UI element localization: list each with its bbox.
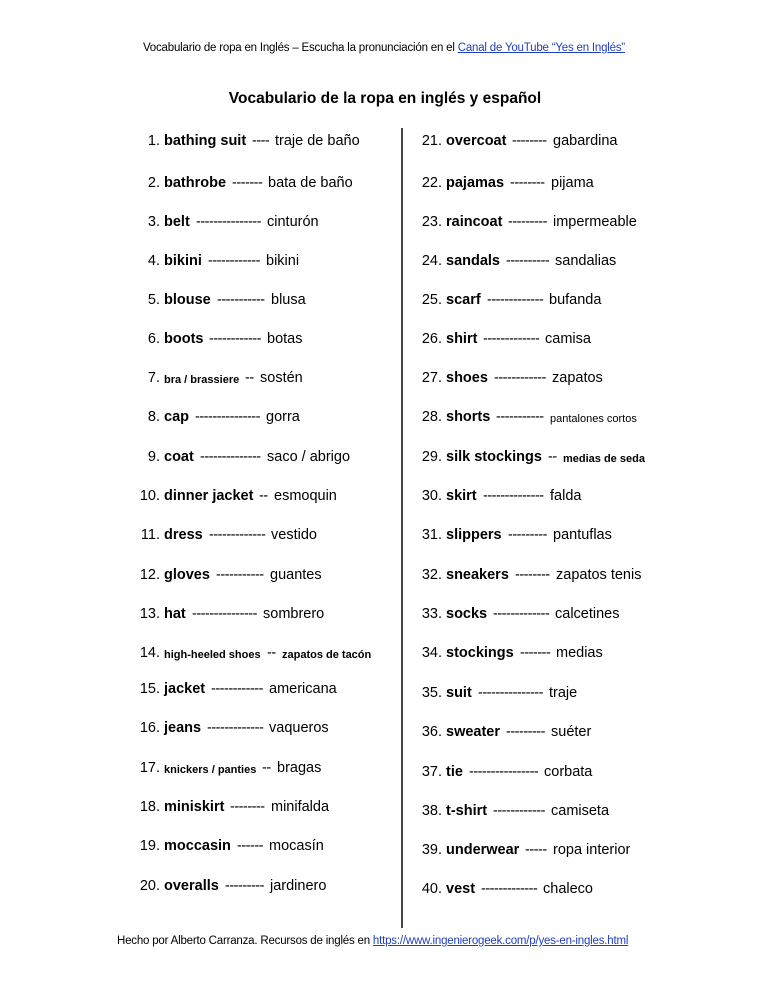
english-word: dress [164, 527, 203, 543]
english-word: bathing suit [164, 133, 247, 149]
item-number: 4. [147, 253, 160, 269]
spanish-translation: calcetines [555, 606, 620, 622]
separator-dashes: ----------- [216, 567, 264, 583]
item-number: 6. [147, 331, 160, 347]
item-number: 21. [421, 133, 442, 149]
english-word: tie [446, 764, 463, 780]
separator-dashes: -------- [512, 133, 547, 149]
item-number: 11. [140, 527, 160, 543]
item-number: 22. [421, 175, 442, 191]
item-number: 25. [421, 292, 442, 308]
english-word: dinner jacket [164, 488, 254, 504]
spanish-translation: mocasín [269, 838, 324, 854]
english-word: sweater [446, 724, 501, 740]
english-word: vest [446, 881, 476, 897]
english-word: gloves [164, 567, 210, 583]
spanish-translation: traje [549, 685, 578, 701]
spanish-translation: pantalones cortos [550, 413, 637, 425]
separator-dashes: ------------ [209, 331, 261, 347]
spanish-translation: camisa [545, 331, 591, 347]
separator-dashes: --------- [508, 214, 547, 230]
spanish-translation: impermeable [553, 214, 637, 230]
separator-dashes: --------------- [196, 214, 261, 230]
spanish-translation: zapatos [552, 370, 603, 386]
item-number: 8. [147, 409, 160, 425]
separator-dashes: ---------- [506, 253, 550, 269]
item-number: 27. [421, 370, 442, 386]
english-word: boots [164, 331, 204, 347]
spanish-translation: chaleco [543, 881, 593, 897]
page-footer [117, 935, 628, 947]
spanish-translation: falda [550, 488, 582, 504]
item-number: 9. [147, 449, 160, 465]
separator-dashes: ------------ [211, 681, 263, 697]
separator-dashes: -- [548, 449, 557, 465]
english-word: bra / brassiere [164, 374, 240, 386]
separator-dashes: ----------- [496, 409, 544, 425]
item-number: 37. [421, 764, 442, 780]
item-number: 36. [421, 724, 442, 740]
english-word: jeans [164, 720, 202, 736]
spanish-translation: sandalias [555, 253, 617, 269]
item-number: 39. [421, 842, 442, 858]
item-number: 40. [421, 881, 442, 897]
english-word: shoes [446, 370, 488, 386]
item-number: 31. [421, 527, 442, 543]
spanish-translation: bufanda [549, 292, 602, 308]
spanish-translation: gorra [266, 409, 300, 425]
separator-dashes: ------- [520, 645, 551, 661]
separator-dashes: ----- [525, 842, 547, 858]
item-number: 15. [139, 681, 160, 697]
item-number: 33. [421, 606, 442, 622]
spanish-translation: suéter [551, 724, 592, 740]
item-number: 23. [421, 214, 442, 230]
item-number: 28. [421, 409, 442, 425]
english-word: high-heeled shoes [164, 649, 261, 661]
spanish-translation: bata de baño [268, 175, 353, 191]
spanish-translation: sombrero [263, 606, 325, 622]
separator-dashes: ------------- [481, 881, 538, 897]
english-word: pajamas [446, 175, 505, 191]
separator-dashes: -- [262, 760, 271, 776]
item-number: 19. [139, 838, 160, 854]
english-word: moccasin [164, 838, 231, 854]
english-word: suit [446, 685, 472, 701]
spanish-translation: esmoquin [274, 488, 337, 504]
separator-dashes: -------------- [200, 449, 261, 465]
item-number: 13. [139, 606, 160, 622]
english-word: underwear [446, 842, 520, 858]
english-word: jacket [164, 681, 206, 697]
separator-dashes: --------------- [192, 606, 257, 622]
spanish-translation: camiseta [551, 803, 610, 819]
item-number: 34. [421, 645, 442, 661]
english-word: sandals [446, 253, 500, 269]
separator-dashes: ------------- [493, 606, 550, 622]
spanish-translation: jardinero [270, 878, 327, 894]
item-number: 5. [147, 292, 160, 308]
item-number: 3. [147, 214, 160, 230]
page-title: Vocabulario de la ropa en inglés y español [228, 90, 542, 107]
spanish-translation: zapatos tenis [556, 567, 642, 583]
english-word: shirt [446, 331, 478, 347]
item-number: 35. [421, 685, 442, 701]
english-word: sneakers [446, 567, 509, 583]
english-word: overalls [164, 878, 219, 894]
spanish-translation: bikini [266, 253, 300, 269]
item-number: 30. [421, 488, 442, 504]
english-word: raincoat [446, 214, 503, 230]
spanish-translation: traje de baño [275, 133, 360, 149]
item-number: 29. [421, 449, 442, 465]
english-word: coat [164, 449, 194, 465]
separator-dashes: ------- [232, 175, 263, 191]
english-word: stockings [446, 645, 514, 661]
spanish-translation: vaqueros [269, 720, 329, 736]
english-word: silk stockings [446, 449, 542, 465]
separator-dashes: ------ [237, 838, 263, 854]
item-number: 20. [139, 878, 160, 894]
separator-dashes: ----------- [217, 292, 265, 308]
item-number: 2. [147, 175, 160, 191]
spanish-translation: saco / abrigo [267, 449, 351, 465]
separator-dashes: --------------- [195, 409, 260, 425]
spanish-translation: guantes [270, 567, 322, 583]
spanish-translation: zapatos de tacón [282, 649, 372, 661]
spanish-translation: vestido [271, 527, 317, 543]
footer-text: Hecho por Alberto Carranza. Recursos de inglés en [117, 935, 373, 947]
item-number: 16. [139, 720, 160, 736]
separator-dashes: ------------ [493, 803, 545, 819]
separator-dashes: --------- [508, 527, 547, 543]
separator-dashes: -------- [230, 799, 265, 815]
english-word: skirt [446, 488, 477, 504]
english-word: hat [164, 606, 186, 622]
separator-dashes: --------------- [478, 685, 543, 701]
page-header [0, 42, 768, 54]
item-number: 26. [421, 331, 442, 347]
english-word: t-shirt [446, 803, 488, 819]
separator-dashes: ------------- [487, 292, 544, 308]
english-word: shorts [446, 409, 491, 425]
separator-dashes: --------- [506, 724, 545, 740]
english-word: slippers [446, 527, 502, 543]
item-number: 1. [147, 133, 160, 149]
item-number: 14. [139, 645, 160, 661]
english-word: overcoat [446, 133, 507, 149]
separator-dashes: ---------------- [469, 764, 539, 780]
separator-dashes: -- [245, 370, 254, 386]
english-word: cap [164, 409, 189, 425]
english-word: blouse [164, 292, 211, 308]
english-word: knickers / panties [164, 764, 257, 776]
separator-dashes: ------------ [208, 253, 260, 269]
spanish-translation: blusa [271, 292, 306, 308]
english-word: bikini [164, 253, 202, 269]
spanish-translation: ropa interior [553, 842, 631, 858]
item-number: 10. [139, 488, 160, 504]
spanish-translation: pijama [551, 175, 594, 191]
spanish-translation: pantuflas [553, 527, 612, 543]
separator-dashes: ------------ [494, 370, 546, 386]
separator-dashes: -- [259, 488, 268, 504]
separator-dashes: -- [267, 645, 276, 661]
separator-dashes: ---- [252, 133, 270, 149]
separator-dashes: ------------- [483, 331, 540, 347]
spanish-translation: medias de seda [563, 453, 645, 465]
english-word: socks [446, 606, 488, 622]
separator-dashes: -------- [515, 567, 550, 583]
item-number: 12. [139, 567, 160, 583]
separator-dashes: --------- [225, 878, 264, 894]
english-word: miniskirt [164, 799, 225, 815]
spanish-translation: botas [267, 331, 303, 347]
resources-link[interactable]: https://www.ingenierogeek.com/p/yes-en-ingles.html [372, 935, 629, 947]
spanish-translation: cinturón [267, 214, 319, 230]
item-number: 17. [139, 760, 160, 776]
spanish-translation: corbata [544, 764, 593, 780]
youtube-channel-link[interactable]: Canal de YouTube “Yes en Inglés” [457, 42, 626, 54]
spanish-translation: minifalda [271, 799, 330, 815]
spanish-translation: sostén [260, 370, 303, 386]
item-number: 7. [147, 370, 160, 386]
header-text: Vocabulario de ropa en Inglés – Escucha la pronunciación en el [142, 42, 458, 54]
item-number: 38. [421, 803, 442, 819]
separator-dashes: ------------- [209, 527, 266, 543]
english-word: belt [164, 214, 190, 230]
spanish-translation: bragas [277, 760, 322, 776]
english-word: bathrobe [164, 175, 227, 191]
separator-dashes: -------------- [483, 488, 544, 504]
spanish-translation: gabardina [553, 133, 618, 149]
separator-dashes: -------- [510, 175, 545, 191]
item-number: 18. [139, 799, 160, 815]
item-number: 32. [421, 567, 442, 583]
spanish-translation: americana [269, 681, 337, 697]
spanish-translation: medias [556, 645, 603, 661]
item-number: 24. [421, 253, 442, 269]
english-word: scarf [446, 292, 481, 308]
separator-dashes: ------------- [207, 720, 264, 736]
